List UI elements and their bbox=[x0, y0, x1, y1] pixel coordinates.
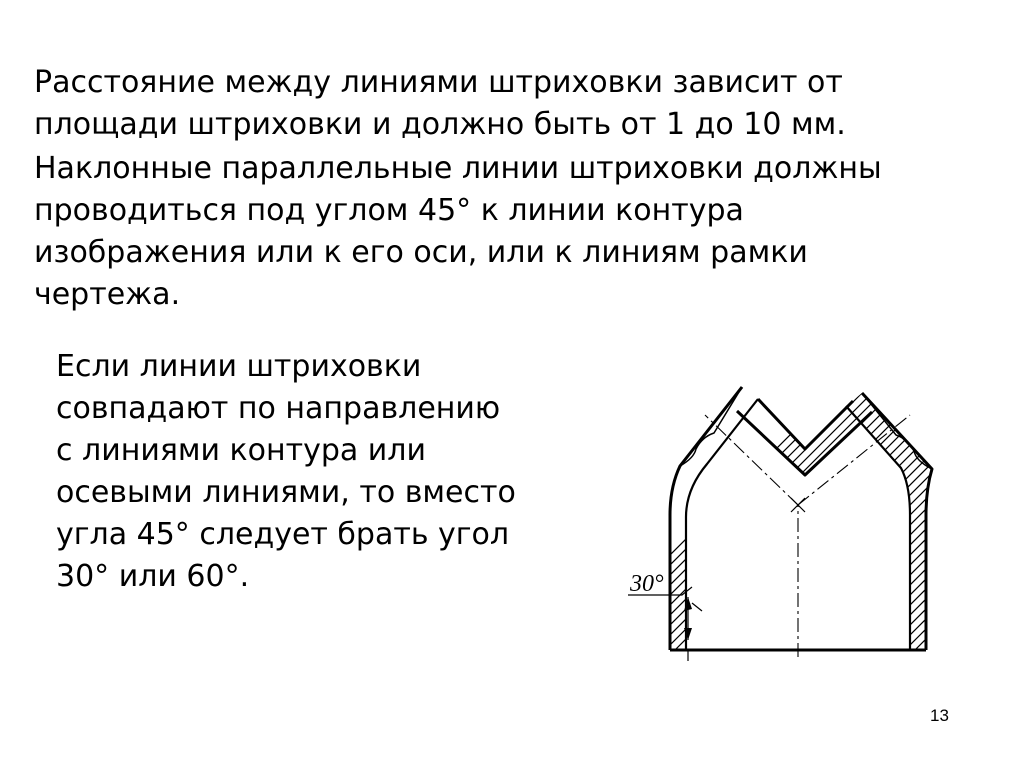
angle-label: 30° bbox=[630, 571, 664, 597]
center-lines bbox=[705, 415, 910, 657]
paragraph-spacing bbox=[34, 62, 994, 146]
text-line: Расстояние между линиями штриховки зависит от bbox=[34, 65, 843, 100]
text-line: проводиться под углом 45° к линии контура bbox=[34, 193, 744, 228]
paragraph-angle bbox=[34, 148, 1004, 316]
text-line: осевыми линиями, то вместо bbox=[56, 475, 516, 510]
page-number: 13 bbox=[930, 706, 949, 725]
part-contour bbox=[670, 387, 932, 650]
text-line: совпадают по направлению bbox=[56, 391, 501, 426]
text-line: площади штриховки и должно быть от 1 до 10 мм. bbox=[34, 107, 846, 142]
text-line: чертежа. bbox=[34, 277, 181, 312]
y-pipe-hatching-drawing bbox=[610, 365, 990, 665]
text-line: угла 45° следует брать угол bbox=[56, 517, 510, 552]
text-line: 30° или 60°. bbox=[56, 559, 250, 594]
text-line: с линиями контура или bbox=[56, 433, 426, 468]
text-line: Наклонные параллельные линии штриховки должны bbox=[34, 151, 882, 186]
axis-center-mark bbox=[791, 498, 805, 512]
paragraph-exception bbox=[56, 346, 596, 598]
text-line: Если линии штриховки bbox=[56, 349, 422, 384]
text-line: изображения или к его оси, или к линиям рамки bbox=[34, 235, 808, 270]
hatch-lines bbox=[610, 375, 990, 665]
